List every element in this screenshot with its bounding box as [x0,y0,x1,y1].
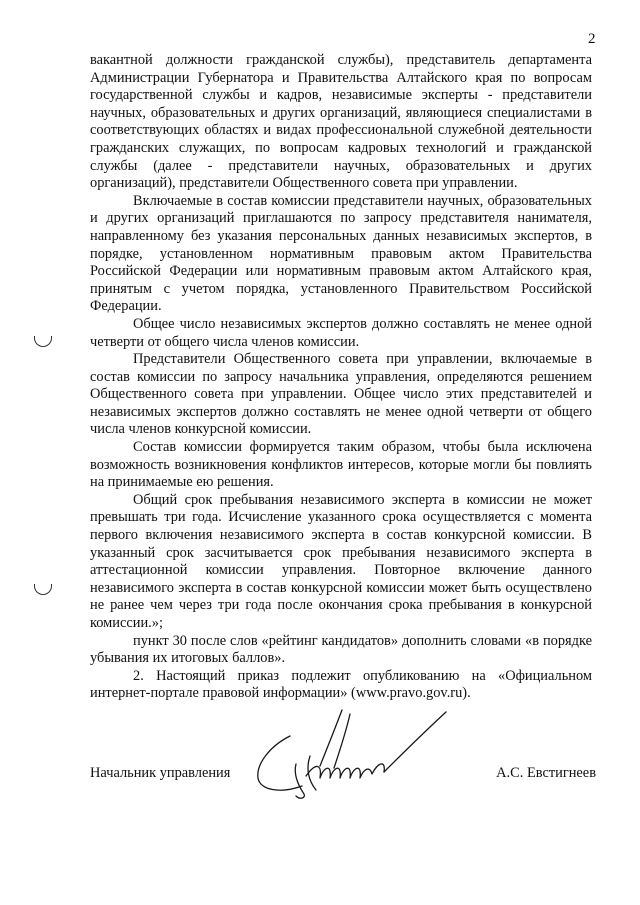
signatory-position: Начальник управления [90,765,231,781]
page-number: 2 [588,31,596,47]
paragraph: Общее число независимых экспертов должно составлять не менее одной четверти от общего числа членов комиссии. [90,315,592,350]
signature-block [90,764,596,784]
paragraph: Представители Общественного совета при управлении, включаемые в состав комиссии по запросу начальника управления, определяются решением Общественного совета при управлении. Общее число этих представителей и независимых экспертов должно составлять не менее одной четверти от общего числа членов конкурсной комиссии. [90,351,592,438]
signatory-name: А.С. Евстигнеев [496,765,596,781]
document-body [90,52,592,703]
paragraph: вакантной должности гражданской службы), представитель департамента Администрации Губернатора и Правительства Алтайского края по вопросам государственной службы и кадров, независимые эксперты - представители научных, образовательных и других организаций, являющиеся специалистами в соответствующих областях и видах профессиональной служебной деятельности гражданских служащих, по вопросам кадровых технологий и гражданской службы (далее - представители научных, образовательных и других организаций), представители Общественного совета при управлении. [90,52,592,192]
paragraph: пункт 30 после слов «рейтинг кандидатов» дополнить словами «в порядке убывания их итоговых баллов». [90,632,592,667]
paragraph: Состав комиссии формируется таким образом, чтобы была исключена возможность возникновения конфликтов интересов, которые могли бы повлиять на принимаемые ею решения. [90,439,592,491]
handwritten-signature [250,706,450,816]
paragraph: Включаемые в состав комиссии представители научных, образовательных и других организаций приглашаются по запросу представителя нанимателя, направленному без указания персональных данных независимых экспертов, в порядке, установленном нормативным правовым актом Правительства Российской Федерации или нормативным правовым актом Алтайского края, принятым с учетом порядка, установленного Правительством Российской Федерации. [90,192,592,315]
binding-hole-mark [34,584,52,595]
binding-hole-mark [34,336,52,347]
paragraph: Общий срок пребывания независимого эксперта в комиссии не может превышать три года. Исчисление указанного срока осуществляется с момента первого включения независимого эксперта в состав конкурсной комиссии. В указанный срок засчитывается срок пребывания независимого эксперта в аттестационной комиссии управления. Повторное включение данного независимого эксперта в состав конкурсной комиссии может быть осуществлено не ранее чем через три года после окончания срока пребывания в конкурсной комиссии.»; [90,491,592,631]
paragraph: 2. Настоящий приказ подлежит опубликованию на «Официальном интернет-портале правовой информации» (www.pravo.gov.ru). [90,667,592,702]
